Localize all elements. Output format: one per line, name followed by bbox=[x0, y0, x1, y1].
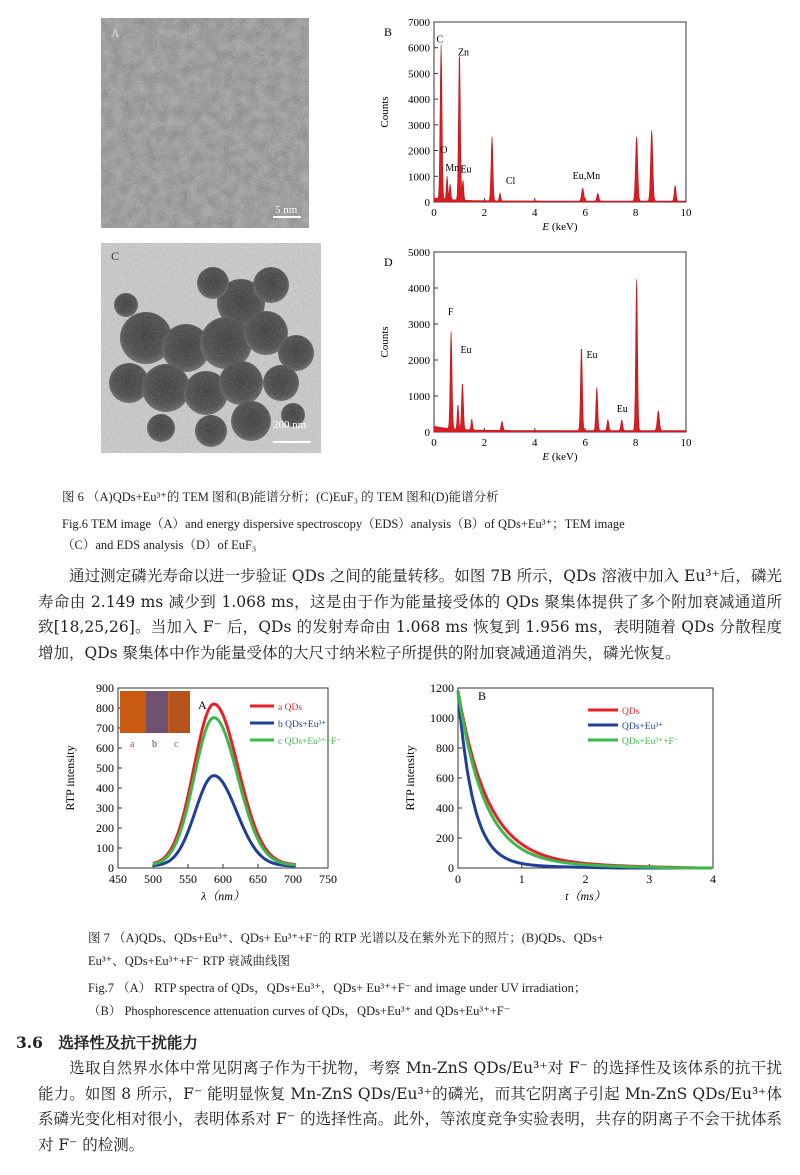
paragraph-energy-transfer bbox=[38, 564, 782, 666]
rtp-xtick-label: 0 bbox=[455, 872, 461, 886]
fig7-caption-cn-1: 图 7 （A)QDs、QDs+Eu³⁺、QDs+ Eu³⁺+F⁻的 RTP 光谱以及在紫外光下的照片；(B)QDs、QDs+ bbox=[88, 931, 604, 945]
uv-photo-label: a bbox=[130, 739, 135, 750]
rtp-ytick-label: 800 bbox=[436, 741, 454, 755]
rtp-ytick-label: 0 bbox=[108, 861, 114, 875]
rtp-xlabel: λ（nm） bbox=[201, 889, 245, 903]
uv-photo-label: c bbox=[174, 739, 179, 750]
rtp-legend-label: QDs bbox=[622, 707, 640, 717]
rtp-ytick-label: 1200 bbox=[430, 681, 454, 695]
eds-peak-annotation: C bbox=[436, 34, 444, 46]
section-number: 3.6 bbox=[16, 1033, 43, 1052]
eds-xtick-label: 6 bbox=[582, 437, 588, 449]
eds-peak-annotation: Cl bbox=[505, 176, 516, 187]
eds-ytick-label: 7000 bbox=[408, 17, 430, 29]
rtp-panel-label: A bbox=[198, 698, 207, 712]
rtp-legend-label: c QDs+Eu³⁺+F⁻ bbox=[278, 737, 342, 747]
rtp-xtick-label: 3 bbox=[646, 872, 653, 886]
uv-photo-vial-c bbox=[170, 691, 190, 733]
eds-ytick-label: 5000 bbox=[408, 68, 430, 81]
eds-peak-annotation: O bbox=[440, 145, 448, 157]
rtp-legend-label: b QDs+Eu³⁺ bbox=[278, 720, 327, 730]
eds-peak-annotation: Eu bbox=[616, 404, 628, 416]
eds-ytick-label: 4000 bbox=[408, 94, 430, 107]
eds-ytick-label: 4000 bbox=[408, 283, 430, 295]
rtp-ylabel: RTP intensity bbox=[403, 745, 417, 811]
rtp-ytick-label: 200 bbox=[436, 831, 454, 845]
section-heading bbox=[16, 1031, 198, 1053]
eds-xtick-label: 4 bbox=[532, 437, 538, 449]
eds-xtick-label: 10 bbox=[680, 437, 692, 449]
paragraph-1-text: 通过测定磷光寿命以进一步验证 QDs 之间的能量转移。如图 7B 所示，QDs 溶液中加入 Eu³⁺后，磷光寿命由 2.149 ms 减少到 1.068 ms，这是由于作为能量接受体的 QDs 聚集体提供了多个附加衰减通道所致[18,25,26]。当加入 F⁻ 后，QDs 的发射寿命由 1.068 ms 恢复到 1.956 ms，表明随着 QDs 分散程度增加，QDs 聚集体中作为能量受体的大尺寸纳米粒子所提供的附加衰减通道消失，磷光恢复。 bbox=[38, 567, 782, 662]
rtp-xtick-label: 450 bbox=[109, 872, 127, 886]
rtp-ytick-label: 100 bbox=[96, 841, 114, 855]
fig7-caption-cn-2: Eu³⁺、QDs+Eu³⁺+F⁻ RTP 衰减曲线图 bbox=[88, 954, 290, 968]
eds-xtick-label: 2 bbox=[481, 437, 488, 449]
rtp-decay-chart bbox=[400, 678, 730, 908]
eds-ytick-label: 6000 bbox=[408, 42, 430, 55]
eds-peak-annotation: Zn bbox=[457, 47, 470, 59]
eds-spectrum bbox=[434, 45, 686, 203]
tem-texture-a bbox=[101, 18, 309, 228]
eds-peak-annotation: Eu bbox=[460, 344, 472, 356]
eds-ylabel: Counts bbox=[379, 96, 391, 128]
rtp-ytick-label: 700 bbox=[96, 721, 114, 735]
eds-ytick-label: 0 bbox=[424, 197, 430, 209]
eds-peak-annotation: Eu bbox=[460, 164, 472, 176]
rtp-xlabel: t（ms） bbox=[565, 889, 606, 903]
rtp-decay-line bbox=[458, 691, 712, 868]
rtp-ytick-label: 400 bbox=[436, 801, 454, 815]
rtp-xtick-label: 650 bbox=[249, 872, 267, 886]
rtp-xtick-label: 600 bbox=[214, 872, 232, 886]
rtp-spectrum-line bbox=[153, 776, 296, 866]
eds-xlabel: E (keV) bbox=[542, 451, 578, 463]
eds-ytick-label: 1000 bbox=[408, 171, 430, 184]
section-title: 选择性及抗干扰能力 bbox=[58, 1033, 198, 1052]
rtp-xtick-label: 550 bbox=[179, 872, 197, 886]
scale-bar-a bbox=[273, 216, 301, 218]
uv-photo-label: b bbox=[152, 739, 157, 750]
rtp-ytick-label: 400 bbox=[96, 781, 114, 795]
uv-photo-vial-b bbox=[146, 691, 168, 733]
eds-peak-annotation: Mn bbox=[445, 163, 460, 175]
fig7-caption-en-2: （B） Phosphorescence attenuation curves of QDs，QDs+Eu³⁺ and QDs+Eu³⁺+F⁻ bbox=[88, 1004, 511, 1018]
eds-ytick-label: 0 bbox=[424, 427, 430, 439]
rtp-legend-label: a QDs bbox=[278, 703, 303, 713]
rtp-xtick-label: 500 bbox=[144, 872, 162, 886]
eds-ytick-label: 3000 bbox=[408, 319, 430, 331]
eds-panel-label: D bbox=[384, 255, 393, 269]
rtp-ytick-label: 1000 bbox=[430, 711, 454, 725]
rtp-ytick-label: 900 bbox=[96, 681, 114, 695]
scale-bar-c bbox=[273, 441, 311, 443]
scale-text-c: 200 nm bbox=[273, 419, 307, 431]
rtp-panel-label: B bbox=[478, 689, 487, 703]
fig6-caption-en-2: （C）and EDS analysis（D）of EuF₃ bbox=[62, 538, 257, 552]
eds-xtick-label: 6 bbox=[582, 207, 588, 219]
rtp-axes-frame bbox=[458, 688, 713, 868]
eds-axes-frame bbox=[434, 22, 686, 202]
rtp-xtick-label: 2 bbox=[582, 872, 589, 886]
paragraph-selectivity bbox=[38, 1056, 782, 1158]
rtp-ytick-label: 0 bbox=[448, 861, 454, 875]
rtp-ytick-label: 500 bbox=[96, 761, 114, 775]
rtp-xtick-label: 1 bbox=[518, 872, 525, 886]
eds-xtick-label: 2 bbox=[481, 207, 488, 219]
rtp-ytick-label: 200 bbox=[96, 821, 114, 835]
eds-xtick-label: 10 bbox=[680, 207, 692, 219]
eds-peak-annotation: Eu bbox=[586, 350, 598, 362]
scale-text-a: 5 nm bbox=[275, 204, 298, 216]
eds-peak-annotation: F bbox=[447, 307, 454, 318]
rtp-xtick-label: 700 bbox=[284, 872, 302, 886]
rtp-decay-line bbox=[458, 691, 712, 868]
rtp-legend-label: QDs+Eu³⁺ bbox=[622, 722, 664, 732]
eds-ytick-label: 2000 bbox=[408, 145, 430, 158]
paragraph-2-text: 选取自然界水体中常见阴离子作为干扰物，考察 Mn-ZnS QDs/Eu³⁺对 F⁻ 的选择性及该体系的抗干扰能力。如图 8 所示，F⁻ 能明显恢复 Mn-ZnS QDs/Eu³⁺的磷光，而其它阴离子引起 Mn-ZnS QDs/Eu³⁺体系磷光变化相对很小，表明体系对 F⁻ 的选择性高。此外，等浓度竞争实验表明，共存的阴离子不会干扰体系对 F⁻ 的检测。 bbox=[38, 1059, 782, 1154]
rtp-xtick-label: 750 bbox=[319, 872, 337, 886]
eds-ytick-label: 1000 bbox=[408, 391, 430, 403]
eds-ytick-label: 3000 bbox=[408, 119, 430, 132]
eds-chart-d bbox=[370, 240, 700, 465]
rtp-ytick-label: 600 bbox=[96, 741, 114, 755]
eds-peak-annotation: Eu,Mn bbox=[572, 170, 601, 182]
eds-ytick-label: 2000 bbox=[408, 355, 430, 367]
fig7-caption-en-1: Fig.7 （A） RTP spectra of QDs，QDs+Eu³⁺，QDs+ Eu³⁺+F⁻ and image under UV irradiation； bbox=[88, 981, 587, 995]
eds-spectrum bbox=[434, 279, 686, 432]
rtp-ytick-label: 600 bbox=[436, 771, 454, 785]
tem-image-a bbox=[101, 18, 309, 228]
eds-xtick-label: 0 bbox=[431, 437, 437, 449]
rtp-ytick-label: 300 bbox=[96, 801, 114, 815]
rtp-xtick-label: 4 bbox=[710, 872, 716, 886]
rtp-ytick-label: 800 bbox=[96, 701, 114, 715]
eds-xlabel: E (keV) bbox=[542, 221, 578, 233]
tem-image-c bbox=[101, 243, 321, 453]
eds-chart-b bbox=[370, 10, 700, 235]
eds-xtick-label: 8 bbox=[632, 437, 639, 449]
fig6-caption-en-1: Fig.6 TEM image（A）and energy dispersive spectroscopy（EDS）analysis（B）of QDs+Eu³⁺；TEM image bbox=[62, 517, 625, 531]
eds-panel-label: B bbox=[384, 25, 393, 39]
eds-xtick-label: 0 bbox=[431, 207, 437, 219]
fig6-caption-cn: 图 6 （A)QDs+Eu³⁺的 TEM 图和(B)能谱分析；(C)EuF₃ 的 TEM 图和(D)能谱分析 bbox=[62, 490, 499, 504]
rtp-decay-line bbox=[458, 691, 712, 868]
eds-xtick-label: 8 bbox=[632, 207, 639, 219]
rtp-legend-label: QDs+Eu³⁺+F⁻ bbox=[622, 737, 679, 747]
rtp-spectra-chart bbox=[60, 678, 360, 908]
eds-xtick-label: 4 bbox=[532, 207, 538, 219]
panel-label-c: C bbox=[111, 249, 120, 263]
panel-label-a: A bbox=[111, 26, 120, 40]
rtp-ylabel: RTP intensity bbox=[63, 745, 77, 811]
eds-axes-frame bbox=[434, 252, 686, 432]
eds-ytick-label: 5000 bbox=[408, 247, 430, 259]
eds-ylabel: Counts bbox=[379, 326, 391, 358]
